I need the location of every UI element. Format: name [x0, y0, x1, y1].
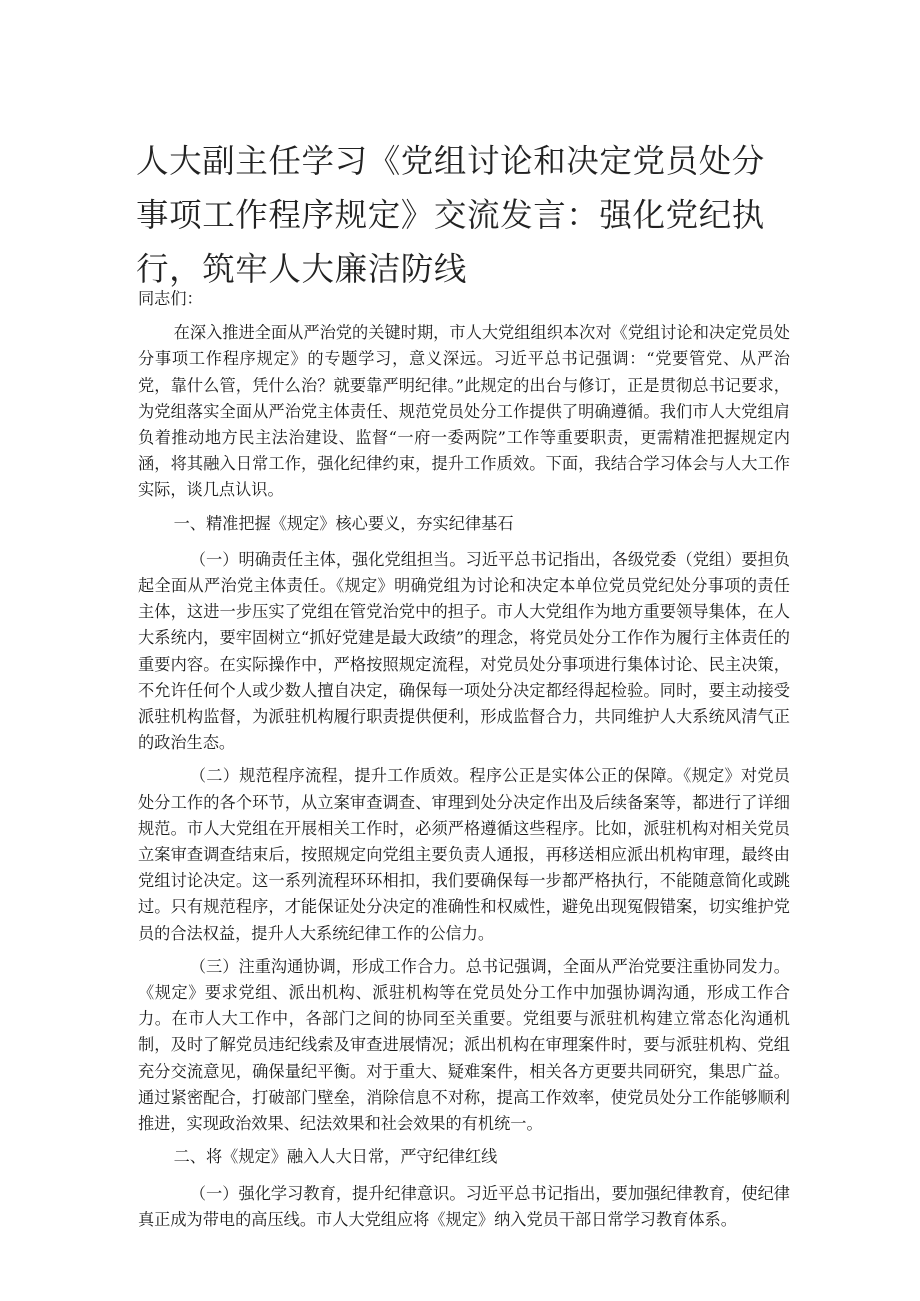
document-body	[138, 286, 790, 1240]
section-heading-2: 二、将《规定》融入人大日常，严守纪律红线	[173, 1147, 498, 1167]
subsection-1-1: （一）明确责任主体，强化党组担当。习近平总书记指出，各级党委（党组）要担负起全面从严治党主体责任。《规定》明确党组为讨论和决定本单位党员党纪处分事项的责任主体，这进一步压实了党组在管党治党中的担子。市人大党组作为地方重要领导集体，在人大系统内，要牢固树立“抓好党建是最大政绩”的理念，将党员处分工作作为履行主体责任的重要内容。在实际操作中，严格按照规定流程，对党员处分事项进行集体讨论、民主决策，不允许任何个人或少数人擅自决定，确保每一项处分决定都经得起检验。同时，要主动接受派驻机构监督，为派驻机构履行职责提供便利，形成监督合力，共同维护人大系统风清气正的政治生态。	[138, 549, 790, 753]
document-title: 人大副主任学习《党组讨论和决定党员处分事项工作程序规定》交流发言：强化党纪执行，筑牢人大廉洁防线	[136, 142, 765, 288]
subsection-1-3: （三）注重沟通协调，形成工作合力。总书记强调，全面从严治党要注重协同发力。《规定》要求党组、派出机构、派驻机构等在党员处分工作中加强协调沟通，形成工作合力。在市人大工作中，各部门之间的协同至关重要。党组要与派驻机构建立常态化沟通机制，及时了解党员违纪线索及审查进展情况；派出机构在审理案件时，要与派驻机构、党组充分交流意见，确保量纪平衡。对于重大、疑难案件，相关各方更要共同研究，集思广益。通过紧密配合，打破部门壁垒，消除信息不对称，提高工作效率，使党员处分工作能够顺利推进，实现政治效果、纪法效果和社会效果的有机统一。	[138, 956, 790, 1134]
intro-paragraph: 在深入推进全面从严治党的关键时期，市人大党组组织本次对《党组讨论和决定党员处分事项工作程序规定》的专题学习，意义深远。习近平总书记强调：“党要管党、从严治党，靠什么管，凭什么治？就要靠严明纪律。”此规定的出台与修订，正是贯彻总书记要求，为党组落实全面从严治党主体责任、规范党员处分工作提供了明确遵循。我们市人大党组肩负着推动地方民主法治建设、监督“一府一委两院”工作等重要职责，更需精准把握规定内涵，将其融入日常工作，强化纪律约束，提升工作质效。下面，我结合学习体会与人大工作实际，谈几点认识。	[138, 323, 790, 500]
section-heading-1: 一、精准把握《规定》核心要义，夯实纪律基石	[173, 513, 514, 533]
subsection-2-1: （一）强化学习教育，提升纪律意识。习近平总书记指出，要加强纪律教育，使纪律真正成为带电的高压线。市人大党组应将《规定》纳入党员干部日常学习教育体系。	[138, 1183, 790, 1229]
salutation: 同志们：	[138, 289, 203, 308]
subsection-1-2: （二）规范程序流程，提升工作质效。程序公正是实体公正的保障。《规定》对党员处分工作的各个环节，从立案审查调查、审理到处分决定作出及后续备案等，都进行了详细规范。市人大党组在开展相关工作时，必须严格遵循这些程序。比如，派驻机构对相关党员立案审查调查结束后，按照规定向党组主要负责人通报，再移送相应派出机构审理，最终由党组讨论决定。这一系列流程环环相扣，我们要确保每一步都严格执行，不能随意简化或跳过。只有规范程序，才能保证处分决定的准确性和权威性，避免出现冤假错案，切实维护党员的合法权益，提升人大系统纪律工作的公信力。	[138, 766, 790, 943]
